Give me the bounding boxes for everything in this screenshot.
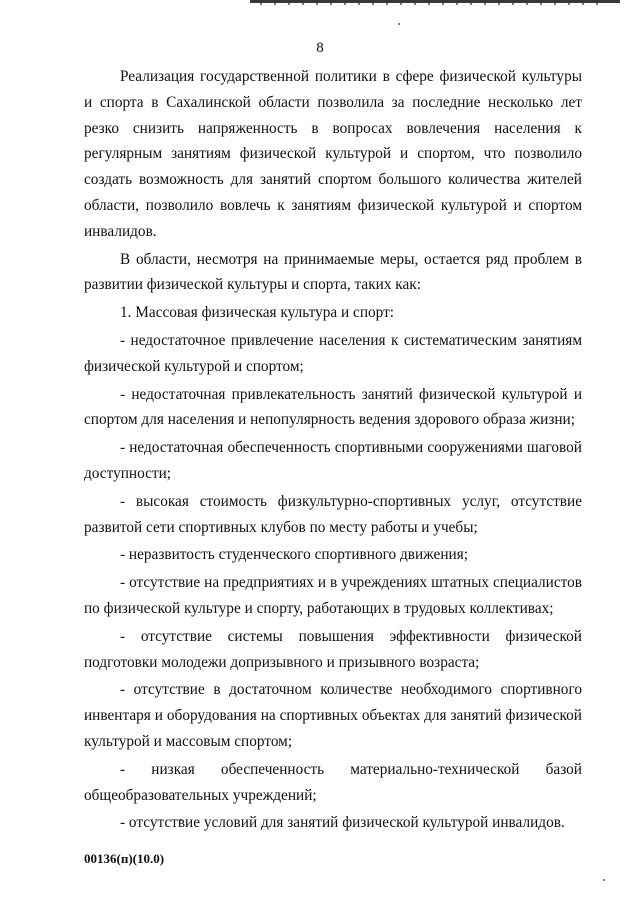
scan-speck [603, 879, 605, 881]
scan-speck [398, 23, 400, 25]
document-code: 00136(п)(10.0) [84, 851, 165, 866]
section-heading: 1. Массовая физическая культура и спорт: [120, 304, 395, 322]
page-number: 8 [316, 40, 324, 56]
list-item: - недостаточная привлекательность занятий физической культурой и спортом для населения и непопулярность ведения здорового образа жизни; [84, 385, 582, 429]
document-body [84, 64, 582, 836]
problems-paragraph: В области, несмотря на принимаемые меры, остается ряд проблем в развитии физической культуры и спорта, таких как: [84, 250, 582, 294]
intro-paragraph: Реализация государственной политики в сфере физической культуры и спорта в Сахалинской области позволила за последние несколько лет резко снизить напряженность в вопросах вовлечения населения к регулярным занятиям физической культурой и спортом, что позволило создать возможность для занятий спортом большого количества жителей области, позволило вовлечь к занятиям физической культурой и спортом инвалидов. [84, 68, 582, 240]
list-item: - недостаточная обеспеченность спортивными сооружениями шаговой доступности; [84, 439, 582, 482]
list-item: - отсутствие системы повышения эффективности физической подготовки молодежи допризывного и призывного возраста; [84, 627, 582, 671]
list-item: - отсутствие условий для занятий физической культурой инвалидов. [120, 814, 565, 832]
list-item: - отсутствие в достаточном количестве необходимого спортивного инвентаря и оборудования на спортивных объектах для занятий физической культурой и массовым спортом; [84, 681, 582, 750]
scan-top-border-marks [260, 3, 600, 5]
list-item: - неразвитость студенческого спортивного движения; [120, 546, 468, 564]
list-item: - отсутствие на предприятиях и в учреждениях штатных специалистов по физической культуре и спорту, работающих в трудовых коллективах; [84, 574, 582, 617]
list-item: - недостаточное привлечение населения к систематическим занятиям физической культурой и спортом; [84, 331, 582, 375]
list-item: - высокая стоимость физкультурно-спортивных услуг, отсутствие развитой сети спортивных клубов по месту работы и учебы; [84, 492, 582, 536]
list-item: - низкая обеспеченность материально-технической базой общеобразовательных учреждений; [84, 760, 582, 804]
